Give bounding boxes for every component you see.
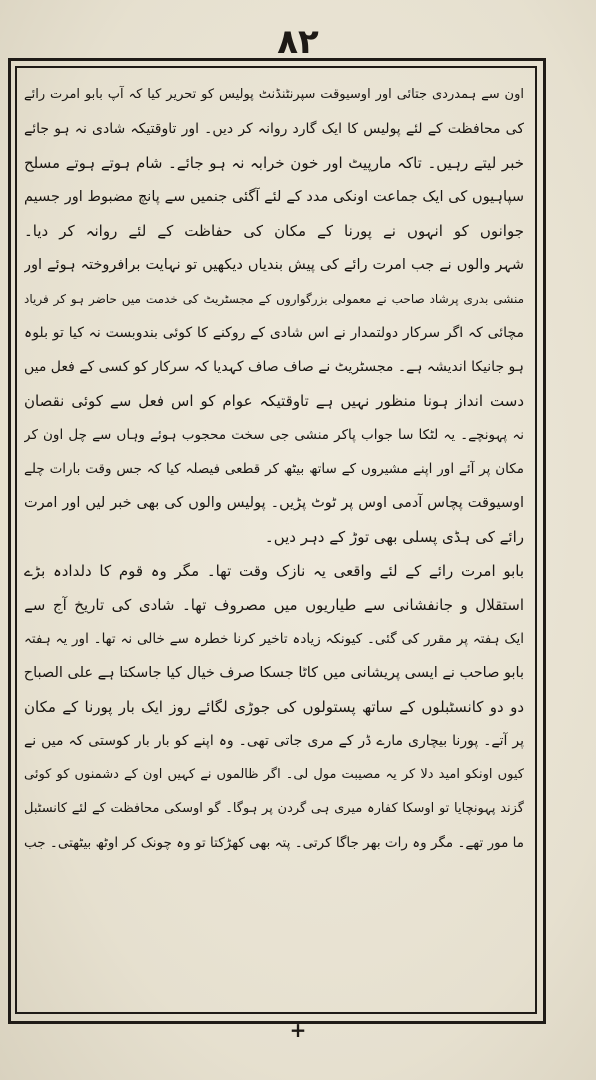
text-line: پر آتے۔ پورنا بیچاری مارے ڈر کے مری جاتی تھی۔ وہ اپنے کو بار بار کوستی کہ میں نے bbox=[24, 733, 524, 749]
text-line: رائے کی ہڈی پسلی بھی توڑ کے دہر دیں۔ bbox=[264, 528, 524, 546]
text-line: کیوں اونکو امید دلا کر یہ مصیبت مول لی۔ اگر ظالموں نے کہیں اون کے دشمنوں کو کوئی bbox=[24, 767, 524, 782]
text-line: بابو صاحب نے ایسی پریشانی میں کاٹا جسکا صرف خیال کیا جاسکتا ہے علی الصباح bbox=[24, 665, 524, 681]
text-line: نہ پہونچے۔ یہ لٹکا سا جواب پاکر منشی جی سخت محجوب ہوئے وہاں سے چل اون کر bbox=[24, 427, 524, 443]
text-line: شہر والوں نے جب امرت رائے کی پیش بندیاں دیکھیں تو نہایت برافروختہ ہوئے اور bbox=[24, 257, 524, 273]
text-line: گزند پہونچایا تو اوسکا کفارہ میری ہی گردن پر ہوگا۔ گو اوسکی محافظت کے لئے کانسٹبل bbox=[24, 801, 524, 816]
text-line: بابو امرت رائے کے لئے واقعی یہ نازک وقت تھا۔ مگر وہ قوم کا دلدادہ بڑے bbox=[24, 562, 524, 580]
text-line: مچائی کہ اگر سرکار دولتمدار نے اس شادی کے روکنے کا کوئی بندوبست نہ کیا تو بلوہ bbox=[24, 325, 524, 341]
text-line: ہو جانیکا اندیشہ ہے۔ مجسٹریٹ نے صاف صاف کہدیا کہ سرکار کو کسی کے فعل میں bbox=[24, 359, 524, 375]
text-line: استقلال و جانفشانی سے طیاریوں میں مصروف تھا۔ شادی کی تاریخ آج سے bbox=[24, 596, 524, 614]
page-number: ۸۲ bbox=[277, 22, 319, 62]
text-line: منشی بدری پرشاد صاحب نے معمولی بزرگواروں کے مجسٹریٹ کی خدمت میں حاضر ہو کر فریاد bbox=[24, 292, 524, 306]
text-line: جوانوں کو انہوں نے پورنا کے مکان کی حفاظت کے لئے روانہ کر دیا۔ bbox=[24, 222, 524, 240]
text-line: مکان پر آئے اور اپنے مشیروں کے ساتھ بیٹھ کر قطعی فیصلہ کیا کہ جس وقت بارات چلے bbox=[24, 461, 524, 477]
text-line: دست انداز ہونا منظور نہیں ہے تاوقتیکہ عوام کو اس فعل سے کوئی نقصان bbox=[24, 392, 524, 410]
text-line: دو دو کانسٹبلوں کے ساتھ پستولوں کی جوڑی لگائے روز ایک بار پورنا کے مکان bbox=[24, 698, 524, 716]
text-line: خبر لیتے رہیں۔ تاکہ مارپیٹ اور خون خرابہ نہ ہو جائے۔ شام ہوتے ہوتے مسلح bbox=[24, 154, 524, 172]
urdu-text-block bbox=[24, 78, 524, 1002]
text-line: ایک ہفتہ پر مقرر کی گئی۔ کیونکہ زیادہ تاخیر کرنا خطرہ سے خالی نہ تھا۔ اور یہ ہفتہ bbox=[24, 631, 524, 647]
text-line: اون سے ہمدردی جتائی اور اوسیوقت سپرنٹنڈنٹ پولیس کو تحریر کیا کہ آپ بابو امرت رائے bbox=[24, 87, 524, 102]
text-line: سپاہیوں کی ایک جماعت اونکی مدد کے لئے آگئی جنمیں سے پانچ مضبوط اور جسیم bbox=[24, 189, 524, 205]
text-line: اوسیوقت پچاس آدمی اوس پر ٹوٹ پڑیں۔ پولیس والوں کی بھی خبر لیں اور امرت bbox=[24, 495, 524, 511]
text-line: کی محافظت کے لئے پولیس کا ایک گارد روانہ کر دیں۔ اور تاوقتیکہ شادی نہ ہو جائے bbox=[24, 121, 524, 137]
footer-mark: + bbox=[289, 1018, 307, 1042]
text-line: ما مور تھے۔ مگر وہ رات بھر جاگا کرتی۔ پتہ بھی کھڑکتا تو وہ چونک کر اوٹھ بیٹھتی۔ جب bbox=[24, 835, 524, 851]
